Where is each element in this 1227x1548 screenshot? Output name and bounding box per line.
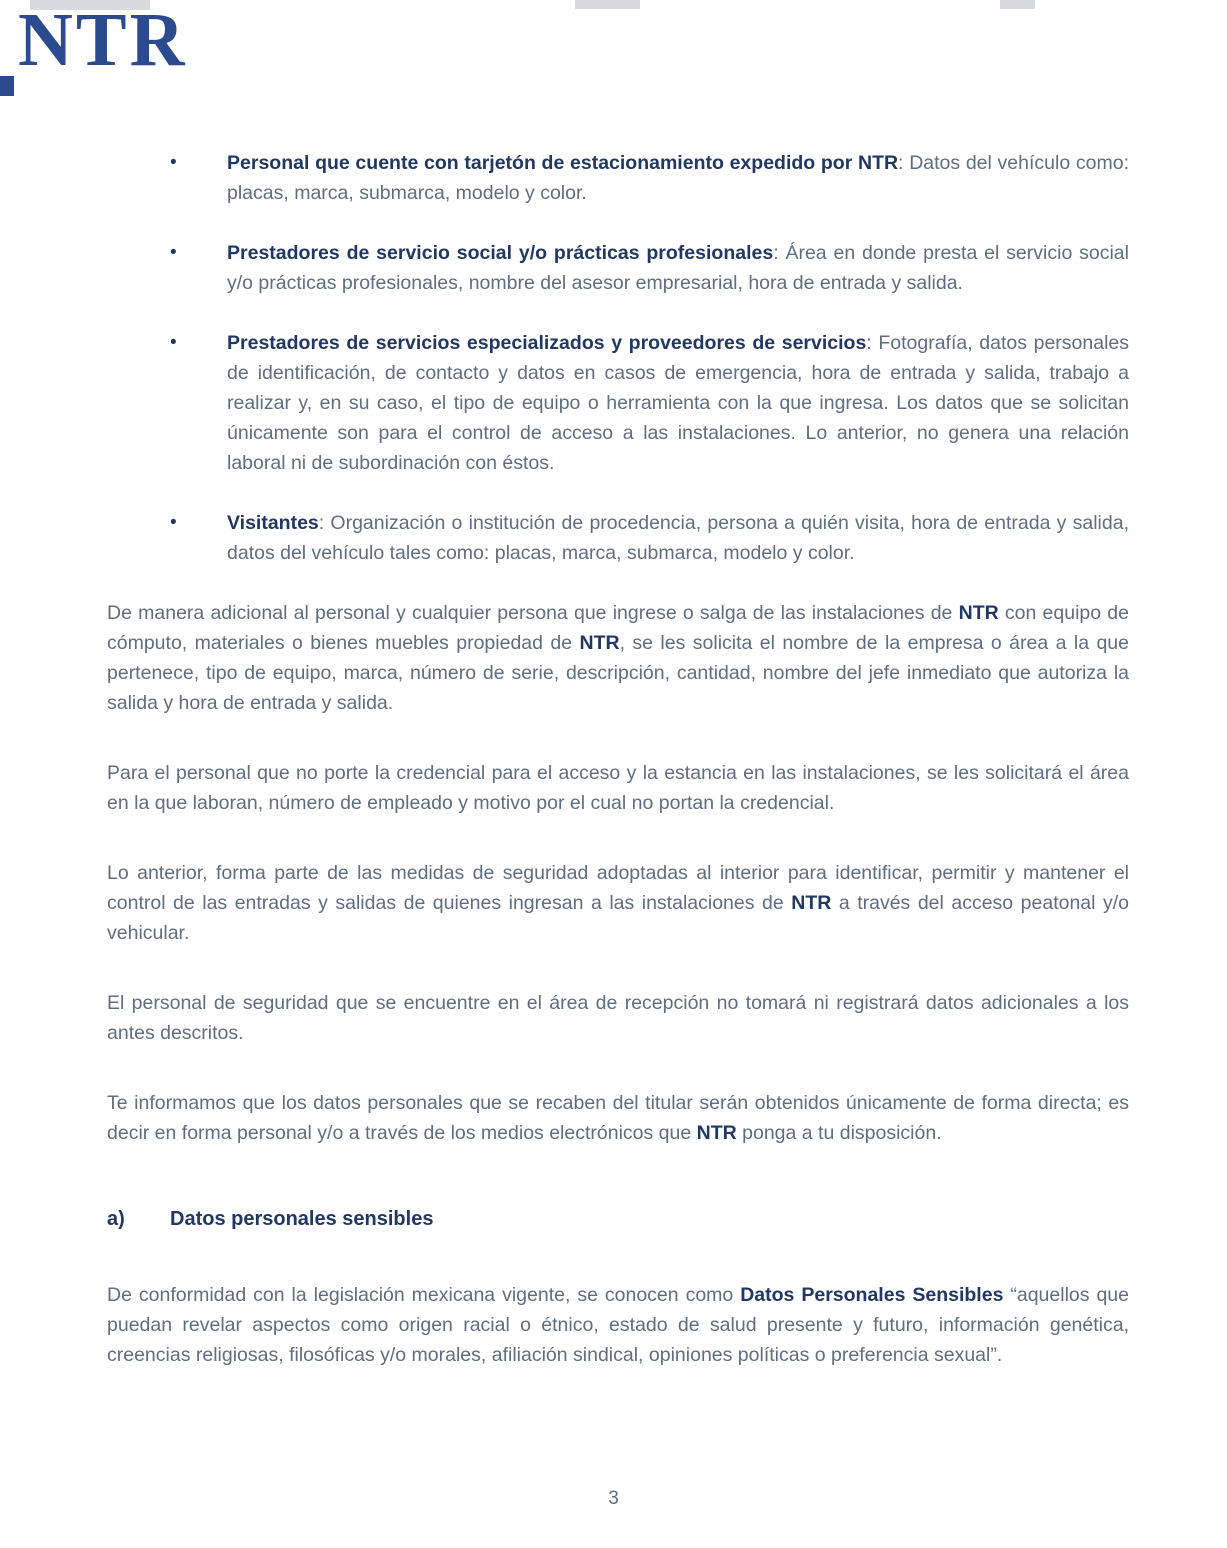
paragraph: Lo anterior, forma parte de las medidas de seguridad adoptadas al interior para identificar, permitir y mantener el control de las entradas y salidas de quienes ingresan a las instalaciones de NTR a través del acceso peatonal y/o vehicular. xyxy=(107,862,1130,944)
bullet-dot-icon: • xyxy=(170,332,177,353)
list-item xyxy=(170,508,1129,568)
paragraph: El personal de seguridad que se encuentre en el área de recepción no tomará ni registrará datos adicionales a los antes descritos. xyxy=(107,992,1129,1044)
section-heading xyxy=(107,1204,1129,1234)
list-item xyxy=(170,328,1129,478)
bullet-text: Prestadores de servicio social y/o prácticas profesionales: Área en donde presta el servicio social y/o prácticas profesionales, nombre del asesor empresarial, hora de entrada y salida. xyxy=(227,242,1129,294)
page-footer xyxy=(0,1488,1227,1510)
scan-artifact xyxy=(0,76,14,96)
bullet-list xyxy=(107,148,1129,568)
paragraph: De manera adicional al personal y cualquier persona que ingrese o salga de las instalaciones de NTR con equipo de cómputo, materiales o bienes muebles propiedad de NTR, se les solicita el nombre de la empresa o área a la que pertenece, tipo de equipo, marca, número de serie, descripción, cantidad, nombre del jefe inmediato que autoriza la salida y hora de entrada y salida. xyxy=(107,602,1129,714)
bullet-text: Personal que cuente con tarjetón de estacionamiento expedido por NTR: Datos del vehículo como: placas, marca, submarca, modelo y color. xyxy=(227,152,1129,204)
scan-artifact xyxy=(575,0,640,9)
page-number: 3 xyxy=(608,1488,619,1509)
section-title: Datos personales sensibles xyxy=(170,1208,434,1230)
scan-artifact xyxy=(1000,0,1035,9)
section-label: a) xyxy=(107,1208,125,1230)
paragraph: Para el personal que no porte la credencial para el acceso y la estancia en las instalaciones, se les solicitará el área en la que laboran, número de empleado y motivo por el cual no portan la credencial. xyxy=(107,762,1129,814)
bullet-dot-icon: • xyxy=(170,512,177,533)
bullet-dot-icon: • xyxy=(170,242,177,263)
bullet-text: Visitantes: Organización o institución de procedencia, persona a quién visita, hora de entrada y salida, datos del vehículo tales como: placas, marca, submarca, modelo y color. xyxy=(227,512,1129,564)
list-item xyxy=(170,238,1129,298)
paragraph: De conformidad con la legislación mexicana vigente, se conocen como Datos Personales Sensibles “aquellos que puedan revelar aspectos como origen racial o étnico, estado de salud presente y futuro, información genética, creencias religiosas, filosóficas y/o morales, afiliación sindical, opiniones políticas o preferencia sexual”. xyxy=(107,1284,1129,1366)
bullet-dot-icon: • xyxy=(170,152,177,173)
list-item xyxy=(170,148,1129,208)
document-body xyxy=(107,148,1129,1410)
bullet-text: Prestadores de servicios especializados y proveedores de servicios: Fotografía, datos personales de identificación, de contacto y datos en casos de emergencia, hora de entrada y salida, trabajo a realizar y, en su caso, el tipo de equipo o herramienta con la que ingresa. Los datos que se solicitan únicamente son para el control de acceso a las instalaciones. Lo anterior, no genera una relación laboral ni de subordinación con éstos. xyxy=(227,332,1129,474)
ntr-logo: NTR xyxy=(18,0,188,82)
paragraph: Te informamos que los datos personales que se recaben del titular serán obtenidos únicamente de forma directa; es decir en forma personal y/o a través de los medios electrónicos que NTR ponga a tu disposición. xyxy=(107,1092,1129,1144)
